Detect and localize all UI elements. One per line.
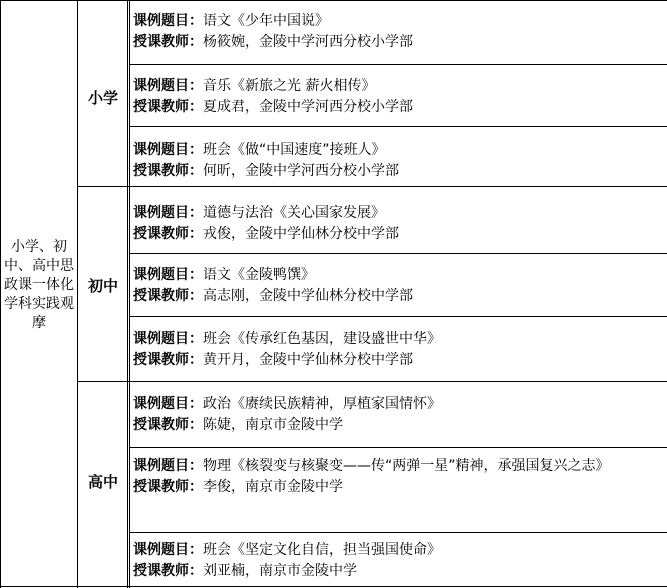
lesson-teacher: 李俊，南京市金陵中学	[203, 479, 343, 495]
lesson-topic: 语文《少年中国说》	[203, 13, 329, 29]
lesson-entry	[133, 140, 663, 182]
lesson-entry	[133, 329, 663, 371]
lesson-teacher: 高志刚，金陵中学仙林分校中学部	[203, 288, 413, 304]
lesson-topic: 物理《核裂变与核聚变——传“两弹一星”精神，承强国复兴之志》	[203, 458, 610, 474]
lesson-topic: 政治《赓续民族精神，厚植家国情怀》	[203, 396, 441, 412]
row-divider	[129, 253, 667, 254]
topic-key: 课例题目：	[133, 542, 203, 558]
topic-key: 课例题目：	[133, 205, 203, 221]
lesson-teacher: 夏成君，金陵中学河西分校小学部	[203, 99, 413, 115]
lesson-entry	[133, 394, 663, 436]
lesson-teacher: 戎俊，金陵中学仙林分校中学部	[203, 226, 399, 242]
lesson-teacher: 何昕，金陵中学河西分校小学部	[203, 163, 399, 179]
lesson-teacher: 刘亚楠，南京市金陵中学	[203, 563, 357, 579]
teacher-key: 授课教师：	[133, 163, 203, 179]
lesson-topic: 班会《坚定文化自信，担当强国使命》	[203, 542, 441, 558]
teacher-key: 授课教师：	[133, 99, 203, 115]
topic-key: 课例题目：	[133, 78, 203, 94]
table-left-border	[0, 0, 1, 588]
lesson-topic: 音乐《新旅之光 薪火相传》	[203, 78, 376, 94]
lesson-topic: 班会《做“中国速度”接班人》	[203, 142, 386, 158]
teacher-key: 授课教师：	[133, 288, 203, 304]
teacher-key: 授课教师：	[133, 34, 203, 50]
column-divider-inner	[129, 0, 130, 588]
group-divider	[77, 381, 667, 382]
lesson-topic: 道德与法治《关心国家发展》	[203, 205, 385, 221]
teacher-key: 授课教师：	[133, 417, 203, 433]
level-label-senior: 高中	[87, 473, 118, 491]
level-label-junior: 初中	[87, 277, 118, 295]
lesson-entry	[133, 456, 663, 498]
lesson-entry	[133, 203, 663, 245]
row-divider	[129, 447, 667, 448]
lesson-entry	[133, 11, 663, 53]
table-bottom-border	[0, 586, 667, 587]
lesson-teacher: 陈婕，南京市金陵中学	[203, 417, 343, 433]
topic-key: 课例题目：	[133, 13, 203, 29]
level-label-primary: 小学	[87, 89, 118, 107]
table-top-border	[0, 0, 667, 1]
row-divider	[129, 532, 667, 533]
lesson-entry	[133, 265, 663, 307]
teacher-key: 授课教师：	[133, 352, 203, 368]
lesson-entry	[133, 540, 663, 582]
lesson-teacher: 黄开月，金陵中学仙林分校中学部	[203, 352, 413, 368]
topic-key: 课例题目：	[133, 142, 203, 158]
lesson-teacher: 杨筱婉，金陵中学河西分校小学部	[203, 34, 413, 50]
row-divider	[129, 64, 667, 65]
lesson-topic: 语文《金陵鸭馔》	[203, 267, 315, 283]
group-divider	[77, 186, 667, 187]
topic-key: 课例题目：	[133, 458, 203, 474]
lesson-entry	[133, 76, 663, 118]
teacher-key: 授课教师：	[133, 563, 203, 579]
lesson-topic: 班会《传承红色基因，建设盛世中华》	[203, 331, 441, 347]
teacher-key: 授课教师：	[133, 479, 203, 495]
row-divider	[129, 126, 667, 127]
topic-key: 课例题目：	[133, 331, 203, 347]
teacher-key: 授课教师：	[133, 226, 203, 242]
row-divider	[129, 316, 667, 317]
topic-key: 课例题目：	[133, 396, 203, 412]
topic-key: 课例题目：	[133, 267, 203, 283]
activity-label: 小学、初中、高中思政课一体化学科实践观摩	[4, 239, 74, 331]
